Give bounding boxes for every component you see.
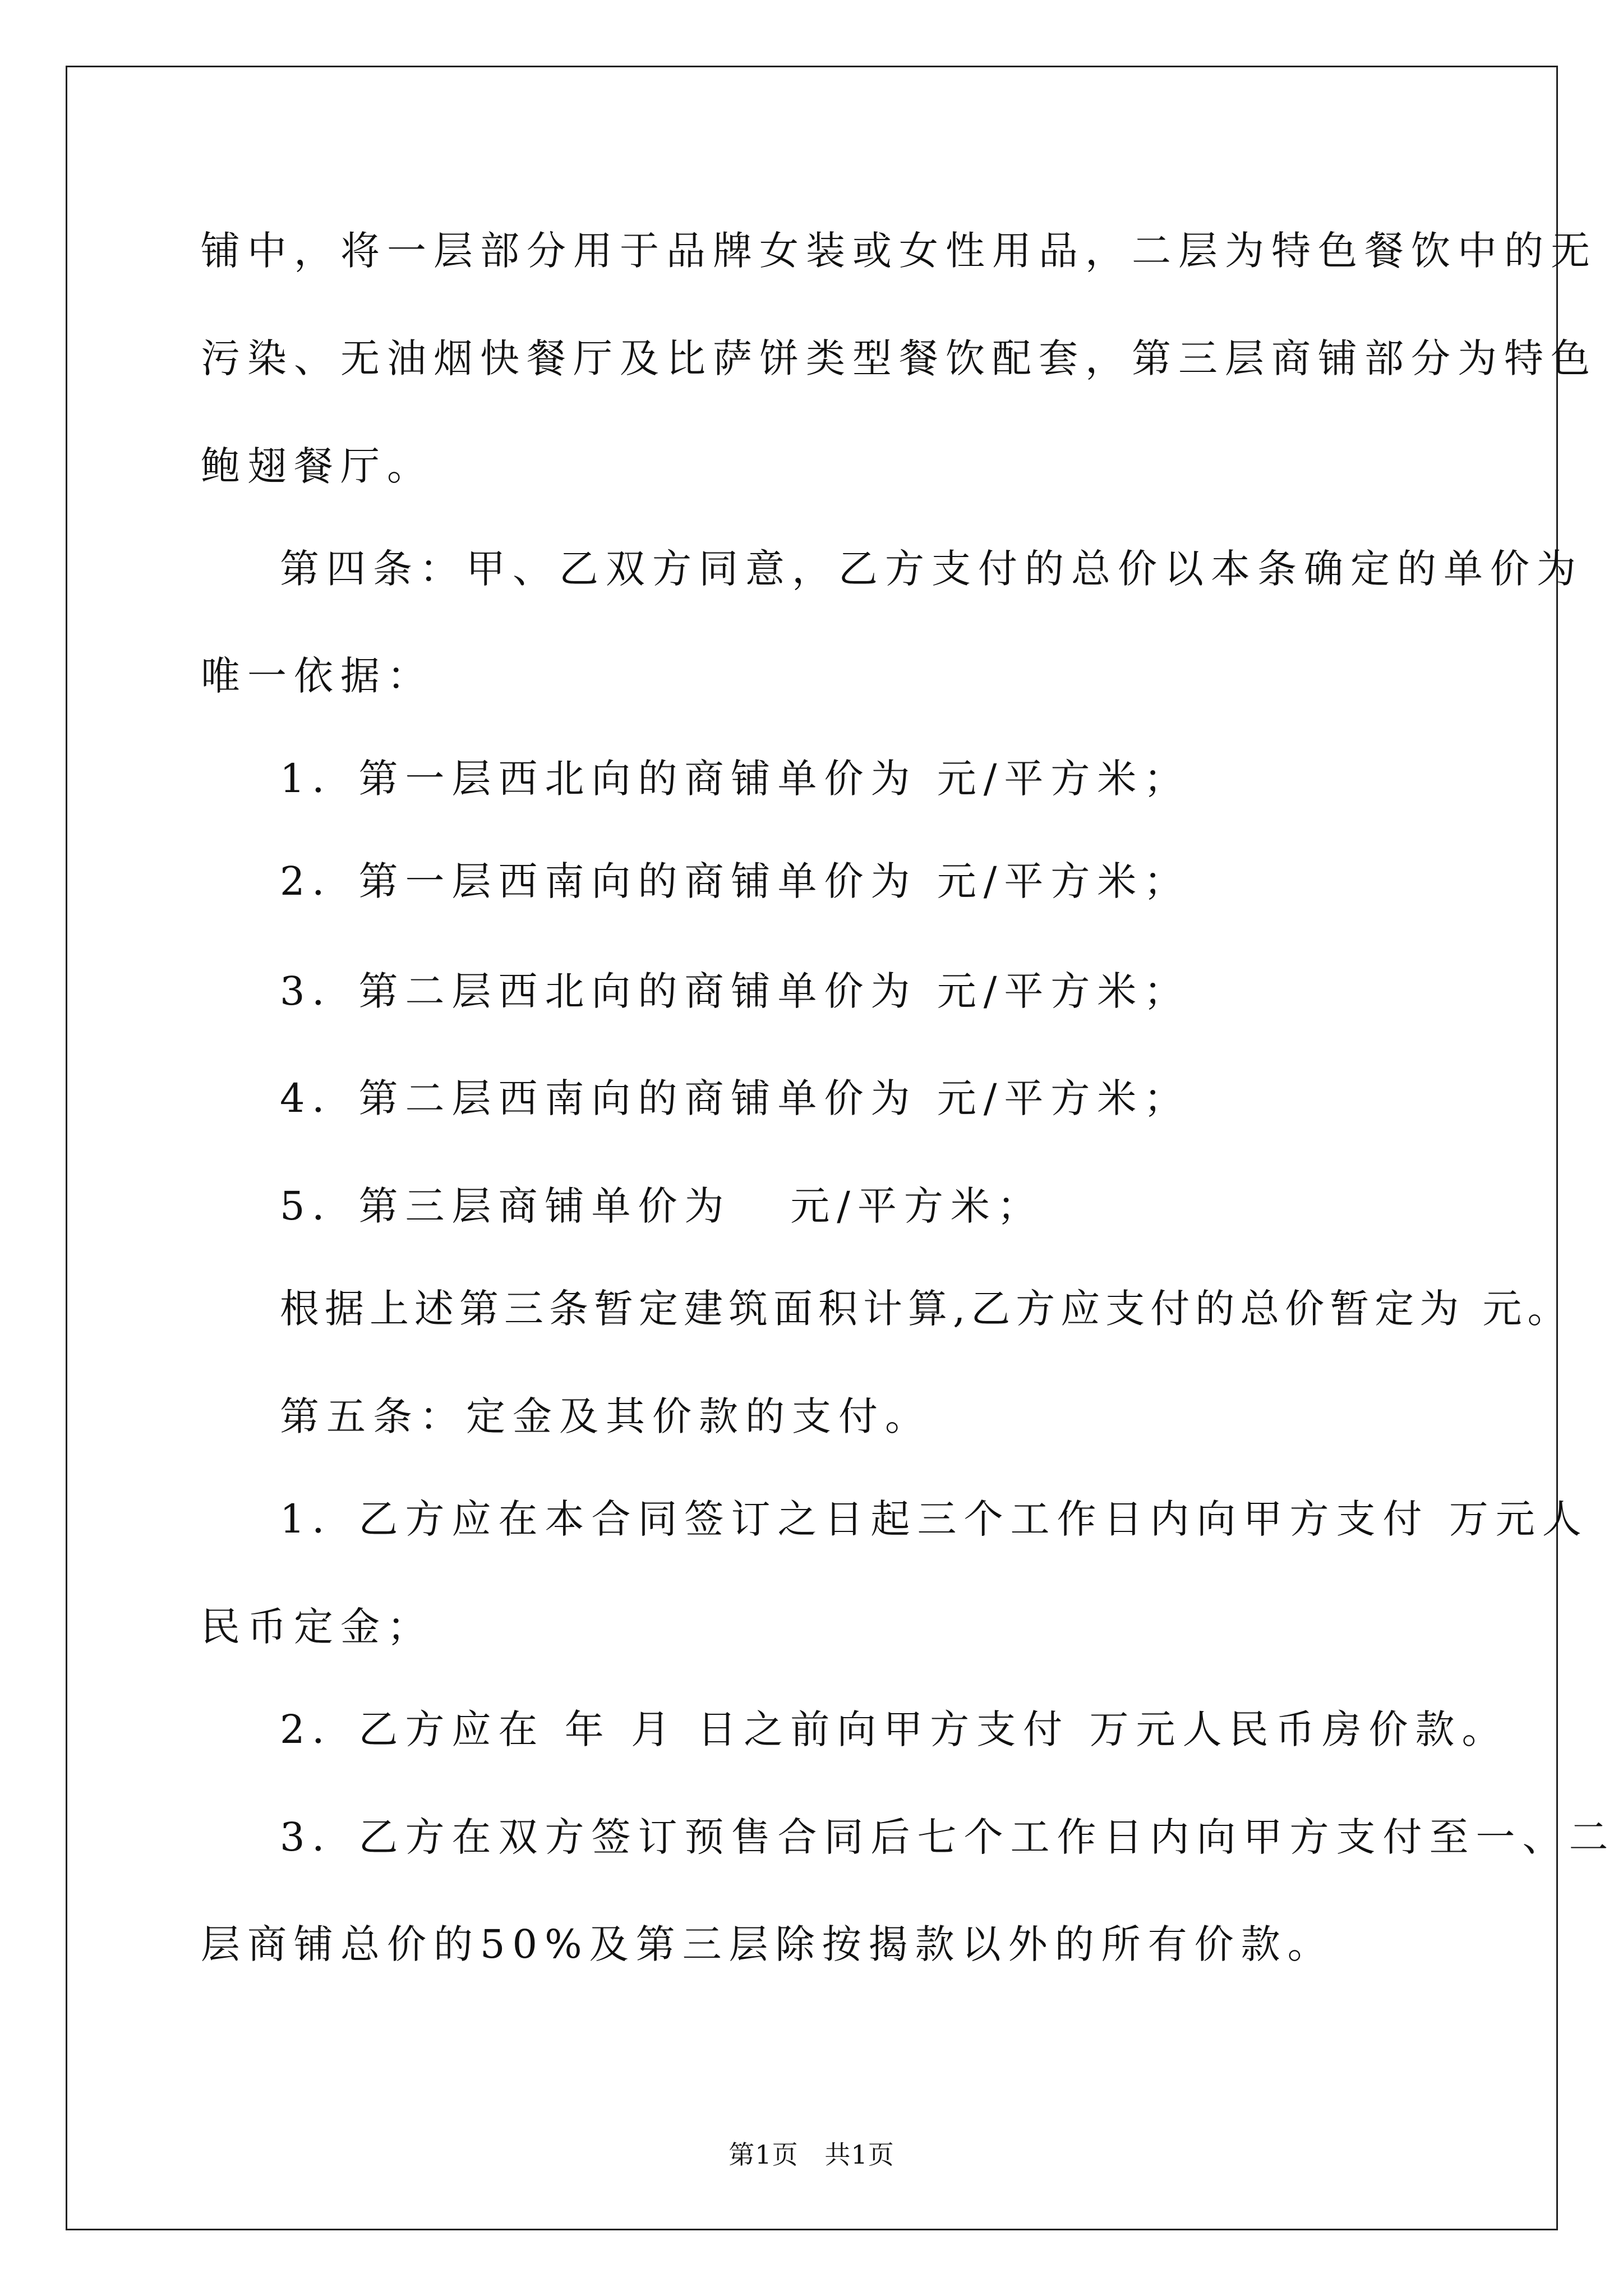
text-line: 根据上述第三条暂定建筑面积计算,乙方应支付的总价暂定为 元。 xyxy=(280,1286,1573,1332)
text-line: 民币定金； xyxy=(201,1604,434,1650)
text-line: 第四条：甲、乙双方同意，乙方支付的总价以本条确定的单价为 xyxy=(280,546,1583,592)
text-line: 鲍翅餐厅。 xyxy=(201,443,434,489)
text-line: 污染、无油烟快餐厅及比萨饼类型餐饮配套，第三层商铺部分为特色 xyxy=(201,335,1597,381)
page-number-footer: 第1页 共1页 xyxy=(728,2139,895,2170)
list-item: 5．第三层商铺单价为 元/平方米； xyxy=(280,1183,1044,1229)
text-line: 铺中，将一层部分用于品牌女装或女性用品，二层为特色餐饮中的无 xyxy=(201,228,1597,274)
list-item: 3．乙方在双方签订预售合同后七个工作日内向甲方支付至一、二 xyxy=(280,1814,1616,1860)
list-item: 2．第一层西南向的商铺单价为 元/平方米； xyxy=(280,858,1191,904)
list-item: 1．第一层西北向的商铺单价为 元/平方米； xyxy=(280,756,1191,802)
text-line: 层商铺总价的50%及第三层除按揭款以外的所有价款。 xyxy=(201,1921,1334,1967)
page-border xyxy=(66,66,1558,2230)
list-item: 4．第二层西南向的商铺单价为 元/平方米； xyxy=(280,1075,1191,1121)
list-item: 2．乙方应在 年 月 日之前向甲方支付 万元人民币房价款。 xyxy=(280,1706,1509,1752)
section-heading: 第五条：定金及其价款的支付。 xyxy=(280,1393,932,1439)
list-item: 1．乙方应在本合同签订之日起三个工作日内向甲方支付 万元人 xyxy=(280,1496,1589,1542)
list-item: 3．第二层西北向的商铺单价为 元/平方米； xyxy=(280,968,1191,1014)
text-line: 唯一依据： xyxy=(201,653,434,699)
